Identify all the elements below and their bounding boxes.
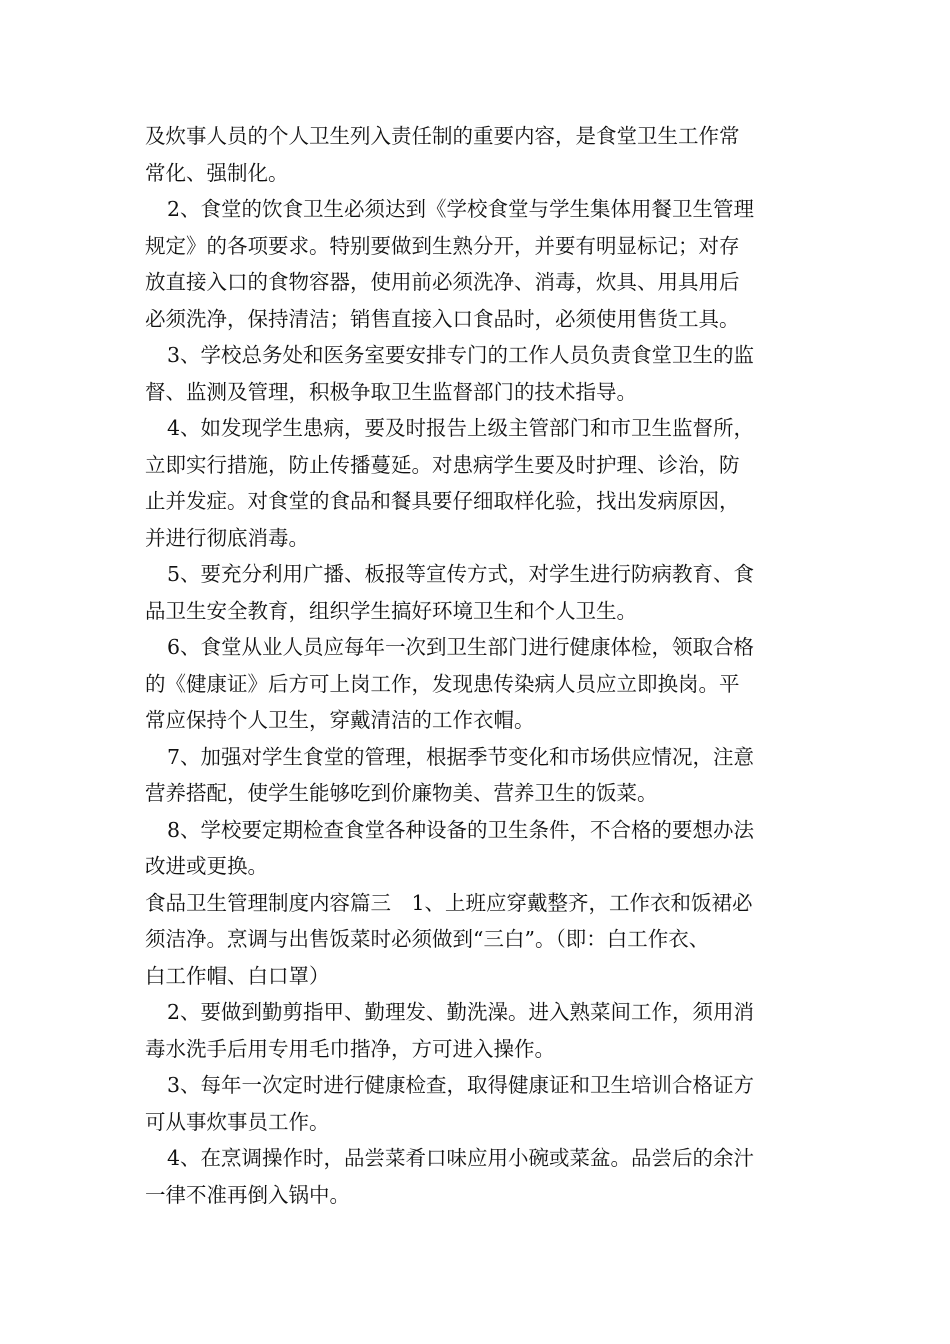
text-line: 品卫生安全教育，组织学生搞好环境卫生和个人卫生。 <box>145 598 637 623</box>
text-line: 及炊事人员的个人卫生列入责任制的重要内容，是食堂卫生工作常 <box>145 124 740 148</box>
text-line: 毒水洗手后用专用毛巾揩净，方可进入操作。 <box>145 1036 555 1061</box>
text-line: 8、学校要定期检查食堂各种设备的卫生条件，不合格的要想办法 <box>167 817 755 842</box>
text-line: 7、加强对学生食堂的管理，根据季节变化和市场供应情况，注意 <box>167 744 755 769</box>
text-line: 督、监测及管理，积极争取卫生监督部门的技术指导。 <box>145 379 637 404</box>
text-line: 4、如发现学生患病，要及时报告上级主管部门和市卫生监督所， <box>167 416 755 440</box>
text-line: 的《健康证》后方可上岗工作，发现患传染病人员应立即换岗。平 <box>145 671 740 696</box>
text-line: 常应保持个人卫生，穿戴清洁的工作衣帽。 <box>145 708 535 732</box>
text-line: 并进行彻底消毒。 <box>145 525 309 550</box>
paragraph-item-7 <box>145 739 807 812</box>
paragraph-item-8 <box>145 812 807 885</box>
paragraph-section-three <box>145 885 807 995</box>
text-line: 白工作帽、白口罩） <box>145 963 330 988</box>
text-line: 规定》的各项要求。特别要做到生熟分开，并要有明显标记；对存 <box>145 233 740 258</box>
paragraph-item-6 <box>145 629 807 739</box>
text-line: 改进或更换。 <box>145 854 268 878</box>
text-line: 5、要充分利用广播、板报等宣传方式，对学生进行防病教育、食 <box>167 562 755 586</box>
text-line: 6、食堂从业人员应每年一次到卫生部门进行健康体检，领取合格 <box>167 635 755 659</box>
text-line: 止并发症。对食堂的食品和餐具要仔细取样化验，找出发病原因， <box>145 489 740 513</box>
text-line: 可从事炊事员工作。 <box>145 1109 330 1134</box>
text-line: 立即实行措施，防止传播蔓延。对患病学生要及时护理、诊治，防 <box>145 452 740 477</box>
text-line: 3、学校总务处和医务室要安排专门的工作人员负责食堂卫生的监 <box>167 343 755 367</box>
document-page <box>145 118 807 1213</box>
paragraph-item-5 <box>145 556 807 629</box>
text-line: 须洁净。烹调与出售饭菜时必须做到“三白”。（即：白工作衣、 <box>145 927 710 951</box>
text-line: 2、要做到勤剪指甲、勤理发、勤洗澡。进入熟菜间工作，须用消 <box>167 1000 755 1024</box>
text-line: 放直接入口的食物容器，使用前必须洗净、消毒，炊具、用具用后 <box>145 270 740 294</box>
paragraph-item-3b <box>145 1067 807 1140</box>
text-line: 食品卫生管理制度内容篇三 1、上班应穿戴整齐，工作衣和饭裙必 <box>145 890 753 915</box>
text-line: 营养搭配，使学生能够吃到价廉物美、营养卫生的饭菜。 <box>145 781 658 805</box>
paragraph-item-2 <box>145 191 807 337</box>
text-line: 3、每年一次定时进行健康检查，取得健康证和卫生培训合格证方 <box>167 1073 755 1097</box>
text-line: 常化、强制化。 <box>145 160 289 185</box>
text-line: 2、食堂的饮食卫生必须达到《学校食堂与学生集体用餐卫生管理 <box>167 197 755 221</box>
paragraph-item-2b <box>145 994 807 1067</box>
text-line: 4、在烹调操作时，品尝菜肴口味应用小碗或菜盆。品尝后的余汁 <box>167 1146 755 1170</box>
paragraph-item-3 <box>145 337 807 410</box>
paragraph-item-4b <box>145 1140 807 1213</box>
paragraph-continuation <box>145 118 807 191</box>
text-line: 一律不准再倒入锅中。 <box>145 1182 350 1207</box>
paragraph-item-4 <box>145 410 807 556</box>
text-line: 必须洗净，保持清洁；销售直接入口食品时，必须使用售货工具。 <box>145 306 740 331</box>
